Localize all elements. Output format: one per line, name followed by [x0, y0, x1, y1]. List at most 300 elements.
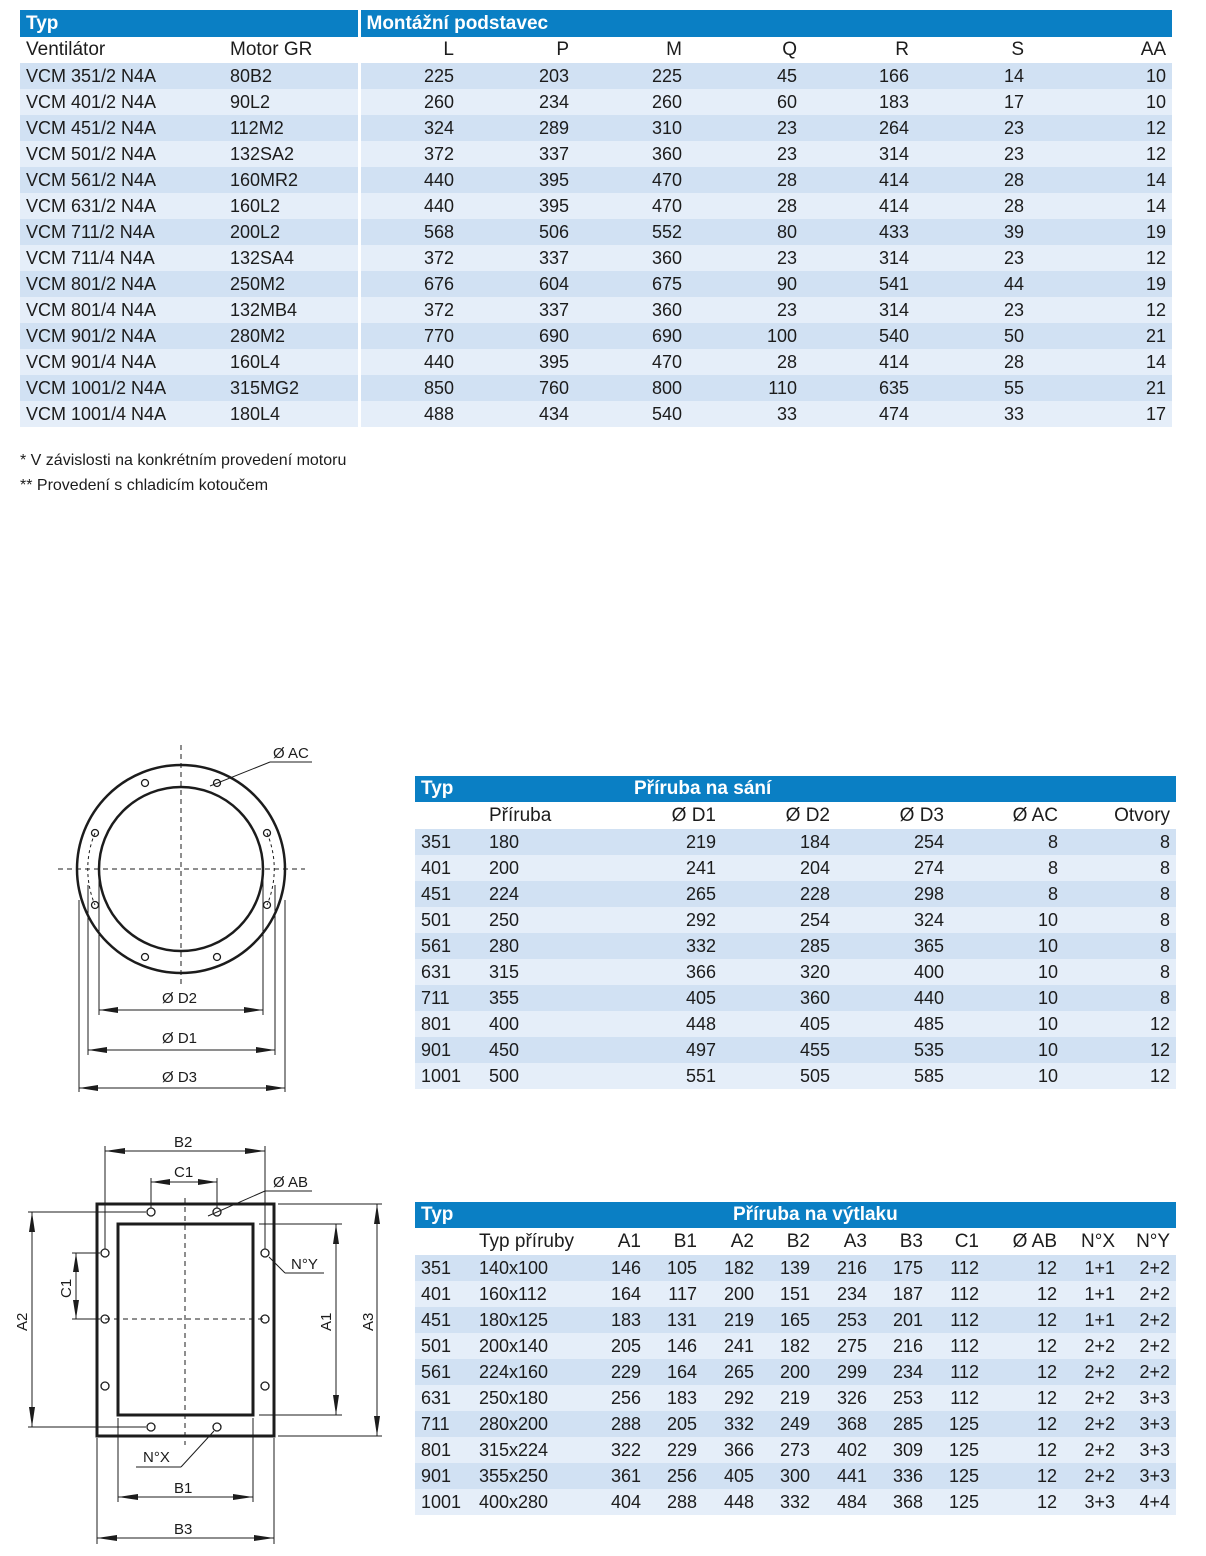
table-cell: 146: [647, 1333, 703, 1359]
table-cell: 219: [703, 1307, 760, 1333]
table-cell: VCM 1001/2 N4A: [20, 375, 224, 401]
table-cell: 23: [937, 297, 1052, 323]
table-cell: 12: [1052, 115, 1172, 141]
table-cell: 448: [598, 1011, 722, 1037]
table-row: [415, 959, 1176, 985]
table-cell: 336: [873, 1463, 929, 1489]
table-cell: 234: [472, 89, 587, 115]
table-cell: 112: [929, 1333, 985, 1359]
table-cell: 28: [702, 193, 817, 219]
table-cell: 1+1: [1063, 1307, 1121, 1333]
table-cell: 28: [702, 349, 817, 375]
label-b1: B1: [174, 1480, 193, 1497]
table-cell: 10: [950, 1037, 1064, 1063]
table-cell: 200: [483, 855, 598, 881]
table-row: [20, 193, 1172, 219]
table-cell: 675: [587, 271, 702, 297]
column-header: Ventilátor: [26, 39, 106, 60]
table-cell: 360: [587, 245, 702, 271]
table-cell: 28: [702, 167, 817, 193]
table-cell: 12: [985, 1307, 1063, 1333]
table-cell: 315x224: [473, 1437, 591, 1463]
table-cell: VCM 801/2 N4A: [20, 271, 224, 297]
table-cell: 21: [1052, 323, 1172, 349]
table-cell: 414: [817, 349, 937, 375]
table-row: [20, 323, 1172, 349]
table-row: [415, 933, 1176, 959]
table-header-type: Typ: [20, 10, 359, 37]
table-cell: 151: [760, 1281, 816, 1307]
table-cell: 12: [1052, 245, 1172, 271]
table-cell: 3+3: [1121, 1463, 1176, 1489]
table-cell: 12: [1064, 1011, 1176, 1037]
table-cell: 337: [472, 297, 587, 323]
table-cell: 10: [950, 959, 1064, 985]
label-d3: Ø D3: [162, 1069, 198, 1086]
column-header: Q: [782, 39, 797, 60]
table-cell: 314: [817, 297, 937, 323]
table-cell: 225: [359, 63, 472, 89]
table-cell: 80: [702, 219, 817, 245]
column-headers: [20, 37, 1172, 63]
table-cell: 2+2: [1063, 1359, 1121, 1385]
table-cell: 12: [985, 1281, 1063, 1307]
table-cell: 360: [587, 141, 702, 167]
table-cell: 2+2: [1063, 1385, 1121, 1411]
table-cell: 180: [483, 829, 598, 855]
table-cell: 285: [722, 933, 836, 959]
table-cell: VCM 901/2 N4A: [20, 323, 224, 349]
bolt-holes: [92, 780, 271, 961]
column-header: [415, 1228, 473, 1255]
table-cell: 474: [817, 401, 937, 427]
outlet-flange-table: [415, 1202, 1176, 1515]
table-cell: 131: [647, 1307, 703, 1333]
table-cell: 850: [359, 375, 472, 401]
table-cell: 2+2: [1121, 1255, 1176, 1281]
table-cell: 288: [647, 1489, 703, 1515]
table-cell: 288: [591, 1411, 647, 1437]
table-cell: 535: [836, 1037, 950, 1063]
table-cell: 8: [1064, 829, 1176, 855]
table-cell: 292: [598, 907, 722, 933]
table-cell: 450: [483, 1037, 598, 1063]
table-cell: 90L2: [224, 89, 359, 115]
table-row: [415, 907, 1176, 933]
table-cell: 201: [873, 1307, 929, 1333]
table-cell: 12: [985, 1333, 1063, 1359]
table-cell: 440: [359, 167, 472, 193]
column-header: N°Y: [1136, 1230, 1171, 1252]
table-cell: 139: [760, 1255, 816, 1281]
table-cell: 2+2: [1063, 1333, 1121, 1359]
table-cell: 33: [937, 401, 1052, 427]
table-cell: 355x250: [473, 1463, 591, 1489]
table-row: [415, 1385, 1176, 1411]
table-cell: 12: [1052, 141, 1172, 167]
outer-flange-circle: [77, 765, 285, 973]
table-cell: 219: [598, 829, 722, 855]
table-cell: 3+3: [1121, 1437, 1176, 1463]
table-cell: 4+4: [1121, 1489, 1176, 1515]
table-cell: 400: [483, 1011, 598, 1037]
table-cell: 801: [415, 1011, 483, 1037]
table-cell: 275: [816, 1333, 873, 1359]
table-cell: 180x125: [473, 1307, 591, 1333]
table-cell: 2+2: [1063, 1437, 1121, 1463]
table-cell: 180L4: [224, 401, 359, 427]
table-row: [20, 219, 1172, 245]
table-cell: 200x140: [473, 1333, 591, 1359]
table-cell: 455: [722, 1037, 836, 1063]
table-cell: 289: [472, 115, 587, 141]
table-cell: 265: [703, 1359, 760, 1385]
label-nx: N°X: [143, 1449, 170, 1466]
table-cell: 351: [415, 829, 483, 855]
table-cell: 10: [950, 1063, 1064, 1089]
table-cell: 540: [587, 401, 702, 427]
table-cell: 901: [415, 1037, 483, 1063]
table-cell: 200: [703, 1281, 760, 1307]
table-cell: 448: [703, 1489, 760, 1515]
table-cell: 229: [591, 1359, 647, 1385]
table-cell: 434: [472, 401, 587, 427]
table-cell: 552: [587, 219, 702, 245]
table-cell: 2+2: [1063, 1411, 1121, 1437]
table-cell: 361: [591, 1463, 647, 1489]
label-ny: N°Y: [291, 1256, 318, 1273]
table-cell: 23: [937, 245, 1052, 271]
table-cell: 254: [836, 829, 950, 855]
column-header: A3: [843, 1230, 867, 1252]
table-cell: 8: [1064, 907, 1176, 933]
table-cell: 395: [472, 193, 587, 219]
table-cell: 901: [415, 1463, 473, 1489]
table-cell: 112: [929, 1307, 985, 1333]
table-row: [415, 829, 1176, 855]
column-header: A1: [617, 1230, 641, 1252]
table-cell: 12: [1064, 1037, 1176, 1063]
table-cell: 203: [472, 63, 587, 89]
table-cell: 3+3: [1063, 1489, 1121, 1515]
column-header: Ø AC: [1012, 804, 1058, 826]
table-cell: 10: [1052, 63, 1172, 89]
table-cell: VCM 351/2 N4A: [20, 63, 224, 89]
table-cell: 19: [1052, 219, 1172, 245]
table-cell: VCM 711/4 N4A: [20, 245, 224, 271]
table-cell: 250x180: [473, 1385, 591, 1411]
table-cell: 314: [817, 245, 937, 271]
table-cell: 183: [591, 1307, 647, 1333]
table-cell: 506: [472, 219, 587, 245]
table-cell: 164: [591, 1281, 647, 1307]
table-cell: 485: [836, 1011, 950, 1037]
table-cell: 540: [817, 323, 937, 349]
table-cell: 8: [1064, 881, 1176, 907]
table-cell: 433: [817, 219, 937, 245]
column-header: B2: [786, 1230, 810, 1252]
table-cell: 285: [873, 1411, 929, 1437]
table-cell: 2+2: [1121, 1281, 1176, 1307]
table-cell: 23: [937, 115, 1052, 141]
table-cell: 132MB4: [224, 297, 359, 323]
table-cell: 541: [817, 271, 937, 297]
table-cell: 23: [702, 115, 817, 141]
table-cell: 10: [950, 933, 1064, 959]
table-cell: 12: [985, 1411, 1063, 1437]
table-cell: 132SA2: [224, 141, 359, 167]
table-row: [415, 1333, 1176, 1359]
table-cell: 3+3: [1121, 1411, 1176, 1437]
table-cell: 1001: [415, 1063, 483, 1089]
table-cell: 175: [873, 1255, 929, 1281]
table-cell: 260: [359, 89, 472, 115]
table-cell: 497: [598, 1037, 722, 1063]
table-cell: 366: [598, 959, 722, 985]
table-cell: 55: [937, 375, 1052, 401]
table-cell: 395: [472, 167, 587, 193]
table-cell: 19: [1052, 271, 1172, 297]
label-d2: Ø D2: [162, 990, 198, 1007]
table-cell: 405: [598, 985, 722, 1011]
table-cell: 690: [472, 323, 587, 349]
table-cell: 440: [359, 349, 472, 375]
table-row: [415, 1037, 1176, 1063]
table-cell: 280x200: [473, 1411, 591, 1437]
table-cell: 253: [816, 1307, 873, 1333]
table-cell: 470: [587, 167, 702, 193]
table-row: [20, 401, 1172, 427]
table-cell: 12: [985, 1489, 1063, 1515]
table-cell: 166: [817, 63, 937, 89]
table-cell: 10: [1052, 89, 1172, 115]
table-cell: 414: [817, 193, 937, 219]
mounting-base-table: [20, 10, 1172, 427]
table-cell: 228: [722, 881, 836, 907]
table-cell: 3+3: [1121, 1385, 1176, 1411]
table-cell: 501: [415, 1333, 473, 1359]
inlet-flange-table: [415, 776, 1176, 1089]
table-cell: 216: [816, 1255, 873, 1281]
table-cell: 368: [816, 1411, 873, 1437]
column-header: B3: [899, 1230, 923, 1252]
table-cell: 561: [415, 933, 483, 959]
column-header: Ø D2: [785, 804, 830, 826]
table-cell: 160x112: [473, 1281, 591, 1307]
inlet-flange-drawing: [40, 730, 340, 1100]
column-header: Ø D3: [899, 804, 944, 826]
table-cell: 39: [937, 219, 1052, 245]
table-cell: 274: [836, 855, 950, 881]
table-cell: 256: [647, 1463, 703, 1489]
table-row: [415, 1307, 1176, 1333]
table-cell: 12: [985, 1463, 1063, 1489]
table-cell: 561: [415, 1359, 473, 1385]
table-cell: 366: [703, 1437, 760, 1463]
table-cell: 401: [415, 1281, 473, 1307]
table-cell: 234: [873, 1359, 929, 1385]
table-cell: 256: [591, 1385, 647, 1411]
label-d1: Ø D1: [162, 1030, 198, 1047]
table-cell: 372: [359, 141, 472, 167]
table-cell: 470: [587, 193, 702, 219]
table-cell: 1+1: [1063, 1255, 1121, 1281]
table-row: [20, 271, 1172, 297]
table-cell: 315MG2: [224, 375, 359, 401]
table-cell: 17: [1052, 401, 1172, 427]
table-cell: 200: [760, 1359, 816, 1385]
table-cell: 8: [1064, 933, 1176, 959]
table-cell: 80B2: [224, 63, 359, 89]
table-cell: 225: [587, 63, 702, 89]
table-header-type: Typ: [415, 1202, 591, 1228]
table-cell: 28: [937, 349, 1052, 375]
table-cell: 17: [937, 89, 1052, 115]
table-cell: 249: [760, 1411, 816, 1437]
table-row: [415, 1463, 1176, 1489]
table-cell: 112M2: [224, 115, 359, 141]
table-cell: 254: [722, 907, 836, 933]
table-cell: 314: [817, 141, 937, 167]
table-cell: 132SA4: [224, 245, 359, 271]
label-c1-side: C1: [58, 1278, 75, 1298]
table-cell: 711: [415, 985, 483, 1011]
table-cell: 125: [929, 1489, 985, 1515]
table-row: [20, 349, 1172, 375]
label-a1: A1: [318, 1312, 335, 1331]
column-header: Motor GR: [230, 39, 313, 60]
table-cell: VCM 501/2 N4A: [20, 141, 224, 167]
table-cell: 164: [647, 1359, 703, 1385]
table-cell: 146: [591, 1255, 647, 1281]
column-header: B1: [673, 1230, 697, 1252]
column-header: C1: [954, 1230, 979, 1252]
table-cell: 60: [702, 89, 817, 115]
table-cell: 368: [873, 1489, 929, 1515]
table-row: [20, 89, 1172, 115]
table-cell: 298: [836, 881, 950, 907]
footnote: * V závislosti na konkrétním provedení motoru: [20, 452, 347, 469]
column-header: Typ příruby: [479, 1230, 575, 1252]
table-row: [20, 115, 1172, 141]
table-cell: 241: [598, 855, 722, 881]
table-cell: 631: [415, 959, 483, 985]
table-cell: 50: [937, 323, 1052, 349]
column-header: AA: [1140, 39, 1167, 60]
table-cell: 14: [1052, 167, 1172, 193]
table-cell: 8: [950, 881, 1064, 907]
table-cell: 324: [359, 115, 472, 141]
table-header-outlet-flange: Příruba na výtlaku: [591, 1202, 1176, 1228]
table-row: [20, 245, 1172, 271]
table-cell: VCM 401/2 N4A: [20, 89, 224, 115]
table-cell: 10: [950, 1011, 1064, 1037]
table-cell: 12: [985, 1385, 1063, 1411]
table-cell: 414: [817, 167, 937, 193]
table-row: [20, 297, 1172, 323]
table-row: [415, 1063, 1176, 1089]
column-header: Ø AB: [1012, 1230, 1057, 1252]
table-cell: 635: [817, 375, 937, 401]
table-cell: 1+1: [1063, 1281, 1121, 1307]
table-cell: 299: [816, 1359, 873, 1385]
table-cell: 760: [472, 375, 587, 401]
table-row: [20, 63, 1172, 89]
table-cell: 8: [1064, 959, 1176, 985]
table-cell: 23: [702, 297, 817, 323]
outlet-flange-drawing: [0, 1120, 400, 1556]
table-cell: 404: [591, 1489, 647, 1515]
table-cell: 337: [472, 245, 587, 271]
table-cell: 229: [647, 1437, 703, 1463]
table-cell: 200L2: [224, 219, 359, 245]
table-cell: 90: [702, 271, 817, 297]
table-cell: 310: [587, 115, 702, 141]
table-cell: 551: [598, 1063, 722, 1089]
table-cell: 402: [816, 1437, 873, 1463]
table-row: [415, 1011, 1176, 1037]
table-cell: 28: [937, 193, 1052, 219]
table-cell: 451: [415, 1307, 473, 1333]
table-cell: 23: [702, 141, 817, 167]
table-cell: 264: [817, 115, 937, 141]
table-cell: 405: [703, 1463, 760, 1489]
table-header-inlet-flange: Příruba na sání: [598, 776, 1176, 802]
label-b2: B2: [174, 1134, 193, 1151]
table-cell: 300: [760, 1463, 816, 1489]
column-headers: [415, 1228, 1176, 1255]
table-row: [20, 167, 1172, 193]
table-cell: 112: [929, 1359, 985, 1385]
column-header: R: [895, 39, 909, 60]
table-cell: 112: [929, 1255, 985, 1281]
table-cell: 45: [702, 63, 817, 89]
table-cell: VCM 901/4 N4A: [20, 349, 224, 375]
table-cell: 280: [483, 933, 598, 959]
table-cell: 105: [647, 1255, 703, 1281]
table-row: [415, 1281, 1176, 1307]
table-cell: 488: [359, 401, 472, 427]
table-cell: 265: [598, 881, 722, 907]
table-cell: 182: [760, 1333, 816, 1359]
table-cell: VCM 711/2 N4A: [20, 219, 224, 245]
table-cell: 125: [929, 1437, 985, 1463]
table-header-mounting-base: Montážní podstavec: [359, 10, 1172, 37]
column-header: Příruba: [489, 804, 552, 826]
table-cell: 125: [929, 1411, 985, 1437]
table-cell: 14: [937, 63, 1052, 89]
table-cell: 10: [950, 907, 1064, 933]
table-cell: 400x280: [473, 1489, 591, 1515]
table-cell: 280M2: [224, 323, 359, 349]
table-cell: 140x100: [473, 1255, 591, 1281]
table-cell: 224: [483, 881, 598, 907]
table-cell: 631: [415, 1385, 473, 1411]
table-cell: 400: [836, 959, 950, 985]
table-cell: 8: [950, 829, 1064, 855]
table-cell: 501: [415, 907, 483, 933]
table-cell: 2+2: [1121, 1333, 1176, 1359]
table-cell: 273: [760, 1437, 816, 1463]
table-cell: 801: [415, 1437, 473, 1463]
table-cell: 320: [722, 959, 836, 985]
table-cell: 33: [702, 401, 817, 427]
label-b3: B3: [174, 1521, 193, 1538]
table-cell: 12: [985, 1359, 1063, 1385]
table-cell: 10: [950, 985, 1064, 1011]
table-cell: 322: [591, 1437, 647, 1463]
table-cell: VCM 801/4 N4A: [20, 297, 224, 323]
